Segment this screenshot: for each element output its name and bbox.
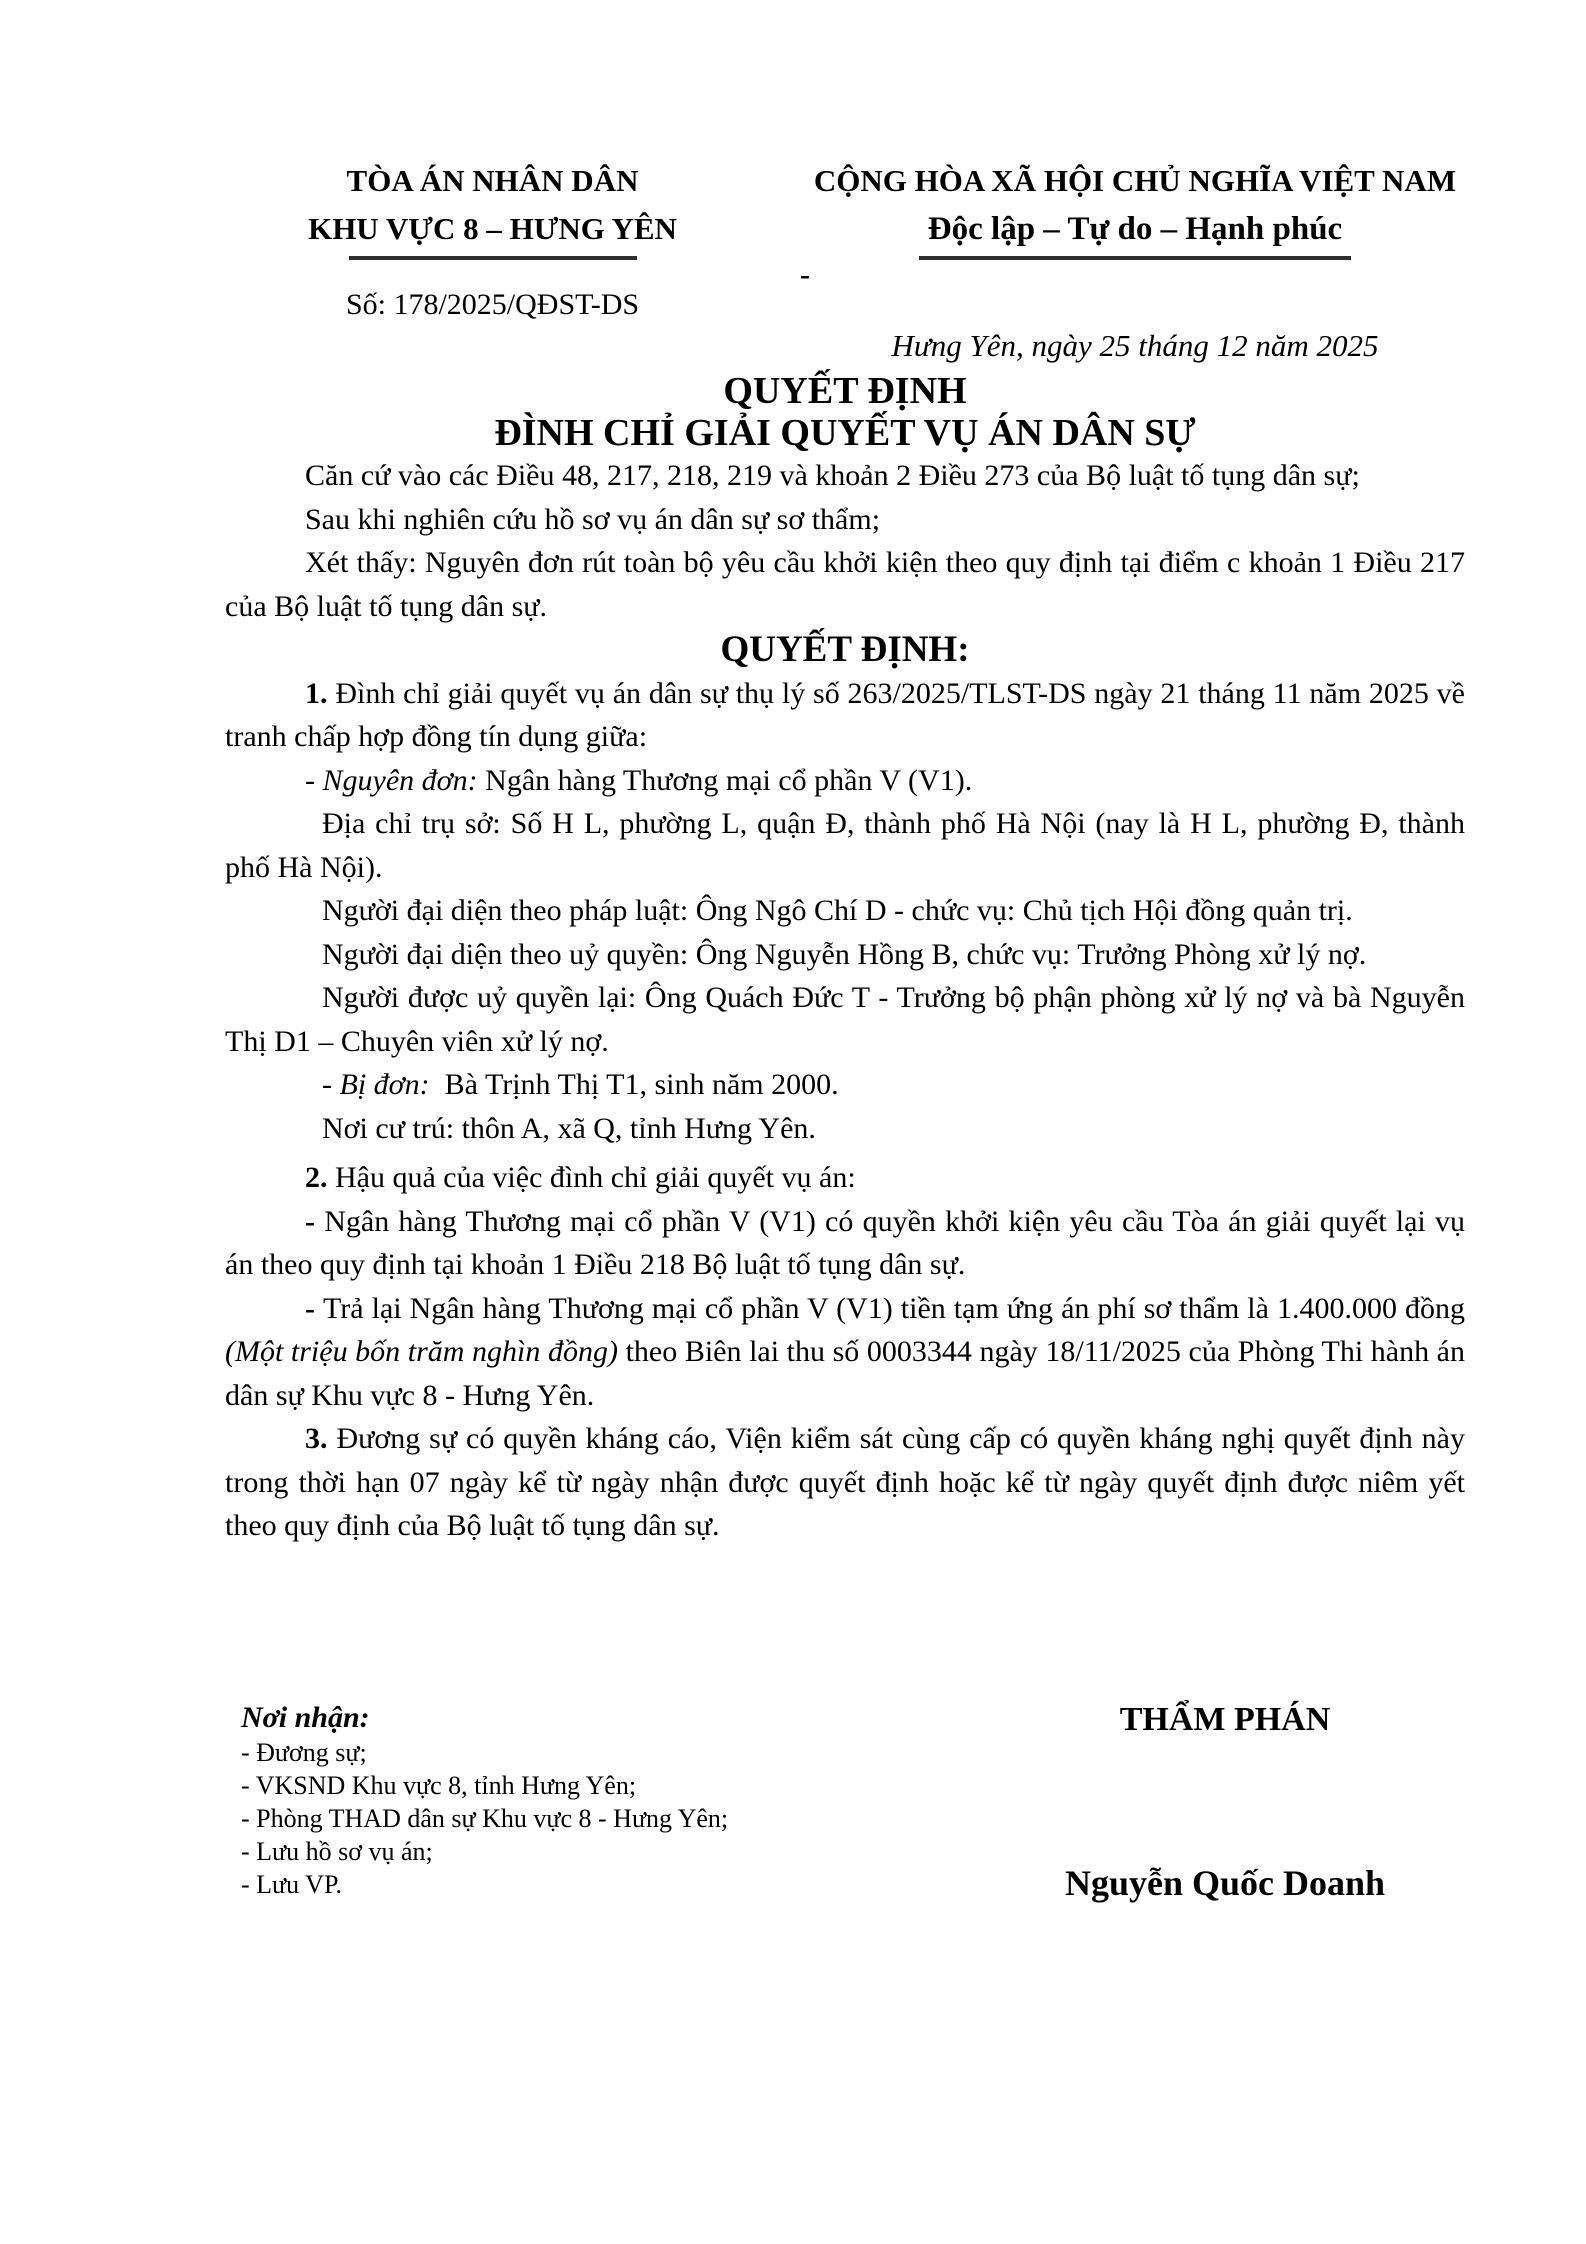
decision-heading: QUYẾT ĐỊNH:: [720, 629, 970, 670]
recipient-item: - Đương sự;: [241, 1738, 367, 1767]
review-paragraph: Sau khi nghiên cứu hồ sơ vụ án dân sự sơ thẩm;: [305, 502, 881, 536]
judge-name: Nguyễn Quốc Doanh: [1064, 1863, 1386, 1903]
judge-title: THẨM PHÁN: [1119, 1701, 1331, 1738]
sub-authorized-persons-line: Người được uỷ quyền lại: Ông Quách Đức T - Trưởng bộ phận phòng xử lý nợ và bà Nguyễn Thị D1 – Chuyên viên xử lý nợ.: [225, 981, 1465, 1058]
document-footer: [225, 1700, 1465, 1904]
document-title-line1: QUYẾT ĐỊNH: [723, 370, 967, 412]
defendant-residence-line: Nơi cư trú: thôn A, xã Q, tỉnh Hưng Yên.: [322, 1111, 816, 1145]
defendant-line: - Bị đơn: Bà Trịnh Thị T1, sinh năm 2000.: [322, 1068, 839, 1101]
national-motto-line1: CỘNG HÒA XÃ HỘI CHỦ NGHĨA VIỆT NAM: [813, 163, 1457, 198]
authorized-representative-line: Người đại diện theo uỷ quyền: Ông Nguyễn Hồng B, chức vụ: Trưởng Phòng xử lý nợ.: [322, 937, 1367, 971]
court-name-line2: KHU VỰC 8 – HƯNG YÊN: [308, 211, 677, 246]
court-name-line1: TÒA ÁN NHÂN DÂN: [346, 163, 639, 198]
decision-item-1: 1. Đình chỉ giải quyết vụ án dân sự thụ lý số 263/2025/TLST-DS ngày 21 tháng 11 năm 2025 về tranh chấp hợp đồng tín dụng giữa:: [225, 676, 1465, 753]
document-number: Số: 178/2025/QĐST-DS: [345, 288, 640, 321]
plaintiff-address-line: Địa chỉ trụ sở: Số H L, phường L, quận Đ, thành phố Hà Nội (nay là H L, phường Đ, thành phố Hà Nội).: [225, 807, 1465, 884]
motto-underline: [919, 256, 1351, 260]
national-motto-line2: Độc lập – Tự do – Hạnh phúc: [927, 211, 1343, 247]
legal-representative-line: Người đại diện theo pháp luật: Ông Ngô Chí D - chức vụ: Chủ tịch Hội đồng quản trị.: [322, 894, 1353, 927]
recipients-label: Nơi nhận:: [241, 1701, 370, 1734]
signature-block: [1010, 1700, 1440, 1904]
plaintiff-line: - Nguyên đơn: Ngân hàng Thương mại cổ phần V (V1).: [305, 763, 973, 797]
document-body: [225, 454, 1465, 1548]
document-content: [225, 370, 1465, 1548]
court-header-block: [225, 156, 760, 322]
recipient-item: - VKSND Khu vực 8, tỉnh Hưng Yên;: [241, 1771, 637, 1800]
place-and-date: Hưng Yên, ngày 25 tháng 12 năm 2025: [891, 328, 1379, 363]
document-title-line2: ĐÌNH CHỈ GIẢI QUYẾT VỤ ÁN DÂN SỰ: [494, 412, 1196, 454]
national-motto-block: [770, 156, 1500, 364]
finding-paragraph: Xét thấy: Nguyên đơn rút toàn bộ yêu cầu khởi kiện theo quy định tại điểm c khoản 1 Điều 217 của Bộ luật tố tụng dân sự.: [225, 546, 1465, 623]
recipients-block: [225, 1700, 1010, 1901]
stray-dash-mark: -: [800, 258, 810, 291]
document-title: [225, 370, 1465, 454]
legal-basis-paragraph: Căn cứ vào các Điều 48, 217, 218, 219 và khoản 2 Điều 273 của Bộ luật tố tụng dân sự;: [305, 459, 1360, 492]
recipient-item: - Lưu hồ sơ vụ án;: [241, 1837, 433, 1866]
decision-item-3: 3. Đương sự có quyền kháng cáo, Viện kiểm sát cùng cấp có quyền kháng nghị quyết định này trong thời hạn 07 ngày kể từ ngày nhận được quyết định hoặc kể từ ngày quyết định được niêm yết theo quy định của Bộ luật tố tụng dân sự.: [225, 1422, 1465, 1542]
court-header-underline: [349, 256, 637, 260]
recipient-item: - Lưu VP.: [241, 1870, 343, 1899]
decision-item-2: 2. Hậu quả của việc đình chỉ giải quyết vụ án:: [305, 1161, 856, 1194]
recipient-item: - Phòng THAD dân sự Khu vực 8 - Hưng Yên;: [241, 1804, 729, 1833]
consequence-right-to-sue: - Ngân hàng Thương mại cổ phần V (V1) có quyền khởi kiện yêu cầu Tòa án giải quyết lại vụ án theo quy định tại khoản 1 Điều 218 Bộ luật tố tụng dân sự.: [225, 1204, 1465, 1281]
consequence-fee-refund: - Trả lại Ngân hàng Thương mại cổ phần V (V1) tiền tạm ứng án phí sơ thẩm là 1.400.000 đồng (Một triệu bốn trăm nghìn đồng) theo Biên lai thu số 0003344 ngày 18/11/2025 của Phòng Thi hành án dân sự Khu vực 8 - Hưng Yên.: [225, 1291, 1465, 1412]
